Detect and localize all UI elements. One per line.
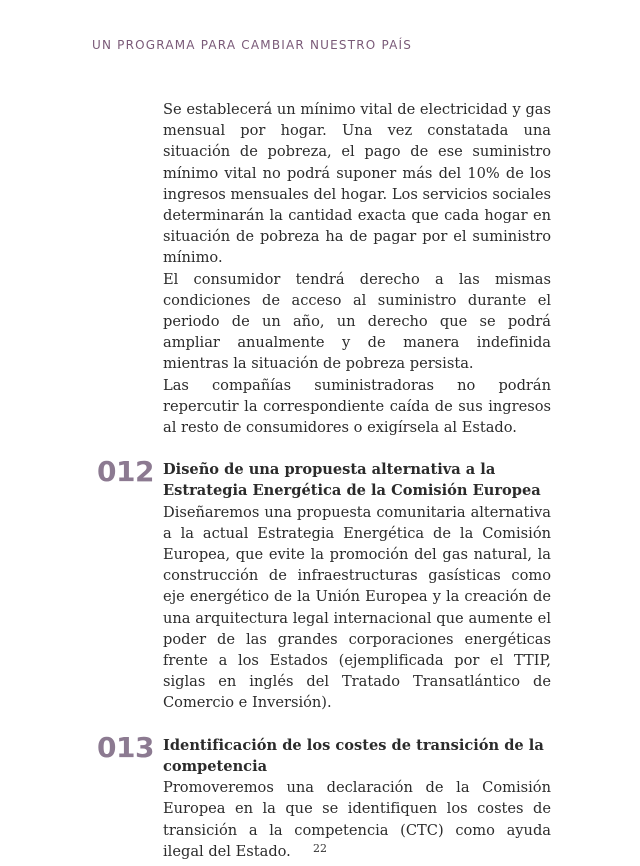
page-number: 22 <box>313 842 327 855</box>
intro-paragraph-3: Las compañías suministradoras no podrán repercutir la correspondiente caída de sus ingresos al resto de consumidores o exigírsela al Estado. <box>163 376 551 437</box>
section-body: Promoveremos una declaración de la Comisión Europea en la que se identifiquen los costes de transición a la competencia (CTC) como ayuda ilegal del Estado. <box>163 779 551 860</box>
running-header: UN PROGRAMA PARA CAMBIAR NUESTRO PAÍS <box>92 38 413 52</box>
section-body: Diseñaremos una propuesta comunitaria alternativa a la actual Estrategia Energética de la Comisión Europea, que evite la promoción del gas natural, la construcción de infraestructuras gasísticas como eje energético de la Unión Europea y la creación de una arquitectura legal internacional que aumente el poder de las grandes corporaciones energéticas frente a los Estados (ejemplificada por el TTIP, siglas en inglés del Tratado Transatlántico de Comercio e Inversión). <box>163 503 551 712</box>
section-012 <box>97 455 551 713</box>
intro-paragraph-2: El consumidor tendrá derecho a las mismas condiciones de acceso al suministro durante el periodo de un año, un derecho que se podrá ampliar anualmente y de manera indefinida mientras la situación de pobreza persista. <box>163 270 551 373</box>
page-body <box>97 99 551 862</box>
section-number: 013 <box>97 730 154 764</box>
section-title: Diseño de una propuesta alternativa a la Estrategia Energética de la Comisión Europea <box>163 461 541 500</box>
intro-paragraph-1: Se establecerá un mínimo vital de electricidad y gas mensual por hogar. Una vez constatada una situación de pobreza, el pago de ese suministro mínimo vital no podrá suponer más del 10% de los ingresos mensuales del hogar. Los servicios sociales determinarán la cantidad exacta que cada hogar en situación de pobreza ha de pagar por el suministro mínimo. <box>163 101 551 267</box>
section-title: Identificación de los costes de transición de la competencia <box>163 736 544 775</box>
section-number: 012 <box>97 455 154 489</box>
